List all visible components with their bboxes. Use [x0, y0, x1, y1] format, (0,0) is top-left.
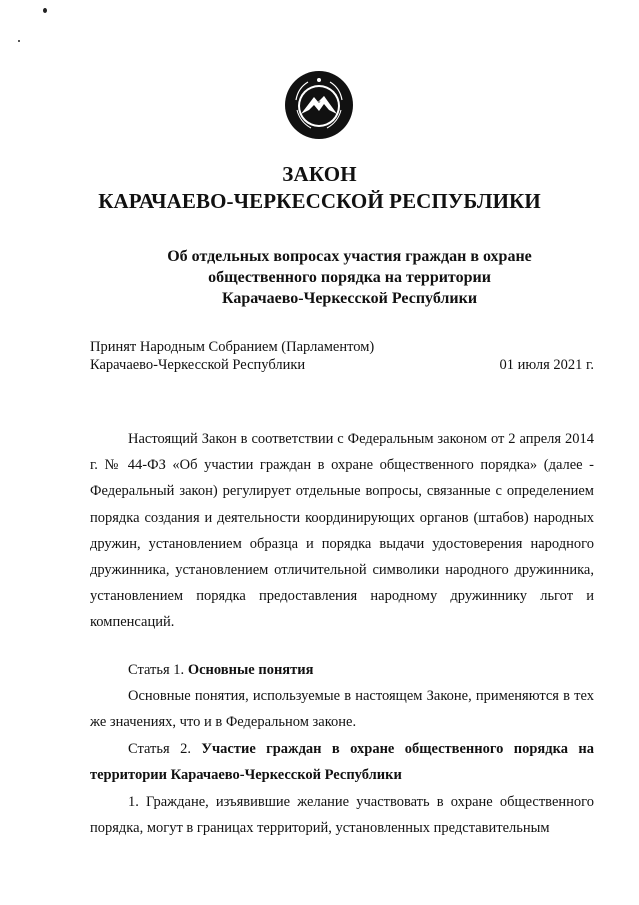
adoption-block	[90, 338, 594, 374]
article-2-title: Участие граждан в охране общественного порядка на территории Карачаево-Черкесской Республики	[90, 741, 594, 784]
article-2-heading	[90, 736, 594, 788]
scan-speck	[18, 40, 20, 42]
article-2-prefix: Статья 2.	[128, 741, 202, 757]
subject-line: общественного порядка на территории	[208, 269, 491, 286]
article-1-title: Основные понятия	[187, 662, 314, 678]
subject-line: Карачаево-Черкесской Республики	[221, 290, 478, 307]
adoption-date: 01 июля 2021 г.	[499, 357, 594, 373]
article-1-body: Основные понятия, используемые в настоящем Законе, применяются в тех же значениях, что и в Федеральном законе.	[90, 688, 594, 731]
scan-speck	[43, 8, 47, 13]
law-subject-heading	[0, 246, 639, 309]
article-1-heading	[90, 657, 594, 683]
subject-line: Об отдельных вопросах участия граждан в охране	[167, 248, 532, 265]
karachay-cherkessia-emblem-icon	[284, 70, 354, 140]
article-2-body: 1. Граждане, изъявившие желание участвовать в охране общественного порядка, могут в границах территорий, установленных представительным	[90, 794, 594, 837]
document-type-title: ЗАКОН	[282, 162, 357, 186]
issuer-title: КАРАЧАЕВО-ЧЕРКЕССКОЙ РЕСПУБЛИКИ	[98, 189, 541, 213]
article-1-prefix: Статья 1.	[128, 662, 188, 678]
preamble-paragraph: Настоящий Закон в соответствии с Федеральным законом от 2 апреля 2014 г. № 44-ФЗ «Об участии граждан в охране общественного порядка» (далее - Федеральный закон) регулирует отдельные вопросы, связанные с определением порядка создания и деятельности координирующих органов (штабов) народных дружин, установлением образца и порядка выдачи удостоверения народного дружинника, установлением отличительной символики народного дружинника, установлением порядка предоставления народному дружиннику льгот и компенсаций.	[90, 431, 594, 631]
adoption-row	[90, 356, 594, 374]
adoption-republic-line: Карачаево-Черкесской Республики	[90, 357, 306, 373]
adoption-body-line: Принят Народным Собранием (Парламентом)	[90, 339, 375, 355]
